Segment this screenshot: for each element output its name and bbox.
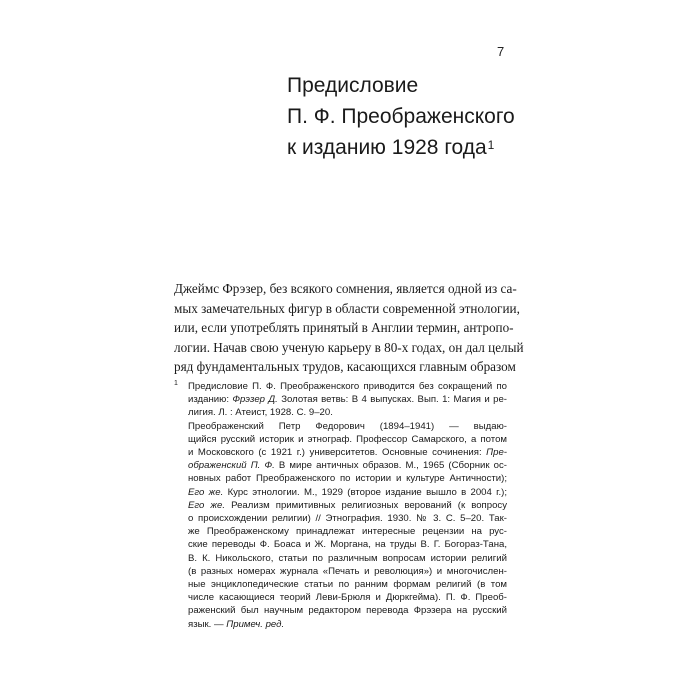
title-line: Предисловие	[287, 74, 419, 97]
footnote-text: Курс этнологии. М., 1929 (второе издание вышло в 2004 г.);	[223, 486, 508, 498]
body-line: мых замечательных фигур в области современной этнологии,	[174, 300, 520, 316]
footnote-author-italic: ображенский П. Ф.	[188, 460, 275, 472]
title-line: П. Ф. Преображенского	[287, 105, 515, 128]
body-paragraph	[174, 279, 524, 377]
body-line: логии. Начав свою ученую карьеру в 80-х годах, он дал целый	[174, 339, 524, 355]
title-line	[287, 132, 607, 163]
footnote-reference[interactable]: 1	[487, 138, 495, 152]
footnote-author-italic: Пре-	[486, 447, 507, 459]
footnote-line: ские переводы Ф. Боаса и Ж. Моргана, на труды В. Г. Богораз-Тана,	[188, 539, 507, 551]
footnote-line: Преображенский Петр Федорович (1894–1941) — выдаю-	[188, 420, 507, 432]
footnote-line: Предисловие П. Ф. Преображенского приводится без сокращений по	[188, 381, 507, 392]
footnote	[174, 380, 507, 631]
footnote-line	[188, 393, 507, 406]
footnote-line: В. К. Никольского, статьи по различным вопросам истории религий	[188, 552, 507, 564]
footnote-line: же Преображенскому принадлежат интересные рецензии на рус-	[188, 526, 507, 538]
footnote-line: щийся русский историк и этнограф. Профессор Самарского, а потом	[188, 433, 507, 445]
body-line: или, если употреблять принятый в Англии термин, антропо-	[174, 320, 514, 336]
footnote-line	[188, 499, 507, 512]
footnote-line	[188, 446, 507, 459]
editor-note-italic: Примеч. ред.	[226, 618, 285, 630]
footnote-line: лигия. Л. : Атеист, 1928. С. 9–20.	[188, 407, 333, 419]
footnote-mark: 1	[174, 380, 178, 387]
footnote-text: В мире античных образов. М., 1965 (Сборник ос-	[274, 460, 507, 472]
footnote-text: Золотая ветвь: В 4 выпусках. Вып. 1: Магия и ре-	[277, 394, 507, 406]
page-number: 7	[497, 44, 505, 59]
footnote-text: и Московского (с 1921 г.) университетов. Основные сочинения:	[188, 447, 487, 459]
chapter-title	[287, 70, 607, 163]
footnote-author-italic: Фрэзер Д.	[232, 394, 278, 406]
footnote-text: Реализм примитивных религиозных верований (к вопросу	[225, 499, 508, 511]
body-line: ряд фундаментальных трудов, касающихся главным образом	[174, 359, 516, 375]
footnote-text: язык. —	[188, 618, 227, 630]
footnote-paragraph-bio	[188, 420, 507, 631]
footnote-author-italic: Его же.	[188, 499, 226, 511]
footnote-text: изданию:	[188, 394, 233, 406]
body-line: Джеймс Фрэзер, без всякого сомнения, является одной из са-	[174, 281, 517, 296]
footnote-author-italic: Его же.	[188, 486, 224, 498]
title-line-text: к изданию 1928 года	[287, 136, 487, 159]
footnote-line: о происхождении религии) // Этнография. 1930. № 3. С. 5–20. Так-	[188, 513, 507, 525]
footnote-line: раженский был научным редактором перевода Фрэзера на русский	[188, 605, 507, 617]
footnote-line	[188, 486, 507, 499]
footnote-line: новных работ Преображенского по истории и культуре Античности);	[188, 473, 507, 485]
footnote-line: числе касающиеся теорий Леви-Брюля и Дюркгейма). П. Ф. Преоб-	[188, 592, 507, 604]
footnote-line	[188, 459, 507, 472]
footnote-line: ные энциклопедические статьи по ранним формам религий (в том	[188, 579, 507, 591]
footnote-paragraph-source	[188, 380, 507, 420]
footnote-line	[188, 618, 507, 631]
footnote-line: (в разных номерах журнала «Печать и революция») и многочислен-	[188, 565, 507, 577]
